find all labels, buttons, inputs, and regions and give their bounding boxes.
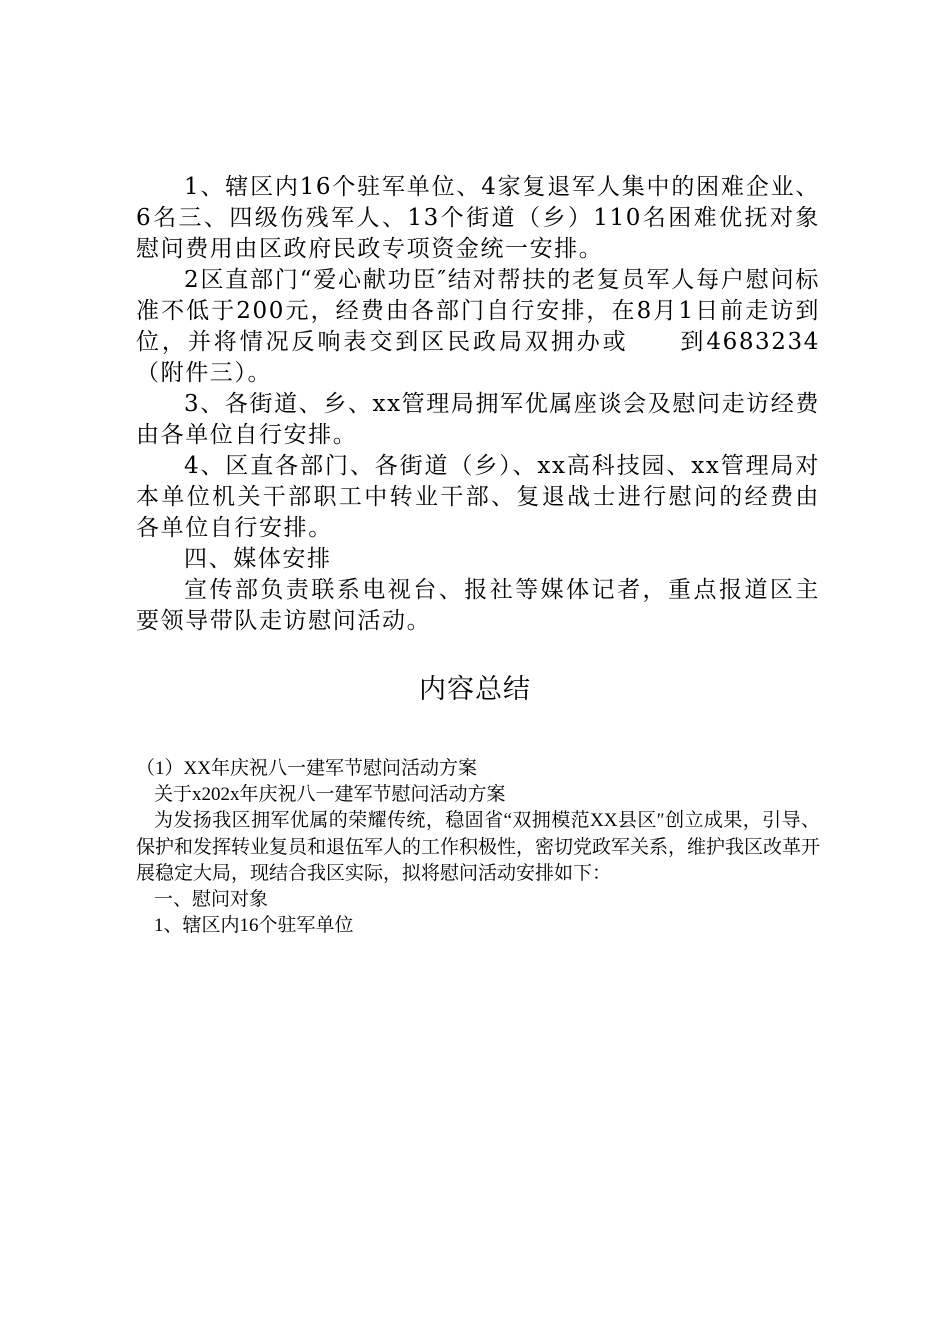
paragraph-media: 宣传部负责联系电视台、报社等媒体记者，重点报道区主要领导带队走访慰问活动。 (136, 577, 820, 634)
summary-line: 为发扬我区拥军优属的荣耀传统，稳固省“双拥模范XX县区″创立成果，引导、保护和发挥转业复员和退伍军人的工作积极性，密切党政军关系，维护我区改革开展稳定大局，现结合我区实际，拟将慰问活动安排如下： (136, 810, 821, 884)
summary-line: 关于x202x年庆祝八一建军节慰问活动方案 (154, 784, 506, 806)
section-heading-media: 四、媒体安排 (184, 546, 332, 572)
paragraph-department-funding: 4、区直各部门、各街道（乡）、xx高科技园、xx管理局对本单位机关干部职工中转业干部、复退战士进行慰问的经费由各单位自行安排。 (136, 453, 820, 541)
summary-line: （1）XX年庆祝八一建军节慰问活动方案 (136, 758, 477, 779)
summary-body (136, 756, 820, 939)
paragraph-department-standard: 2区直部门“爱心献功臣″结对帮扶的老复员军人每户慰问标准不低于200元，经费由各部门自行安排，在8月1日前走访到位，并将情况反响表交到区民政局双拥办或 到4683234（附件三）。 (136, 267, 820, 386)
document-body (136, 172, 820, 637)
paragraph-street-funding: 3、各街道、乡、xx管理局拥军优属座谈会及慰问走访经费由各单位自行安排。 (136, 391, 820, 448)
summary-line: 1、辖区内16个驻军单位 (154, 915, 354, 937)
summary-title: 内容总结 (419, 674, 531, 705)
summary-line: 一、慰问对象 (154, 889, 269, 911)
paragraph-funding-units: 1、辖区内16个驻军单位、4家复退军人集中的困难企业、6名三、四级伤残军人、13个街道（乡）110名困难优抚对象慰问费用由区政府民政专项资金统一安排。 (136, 174, 820, 262)
